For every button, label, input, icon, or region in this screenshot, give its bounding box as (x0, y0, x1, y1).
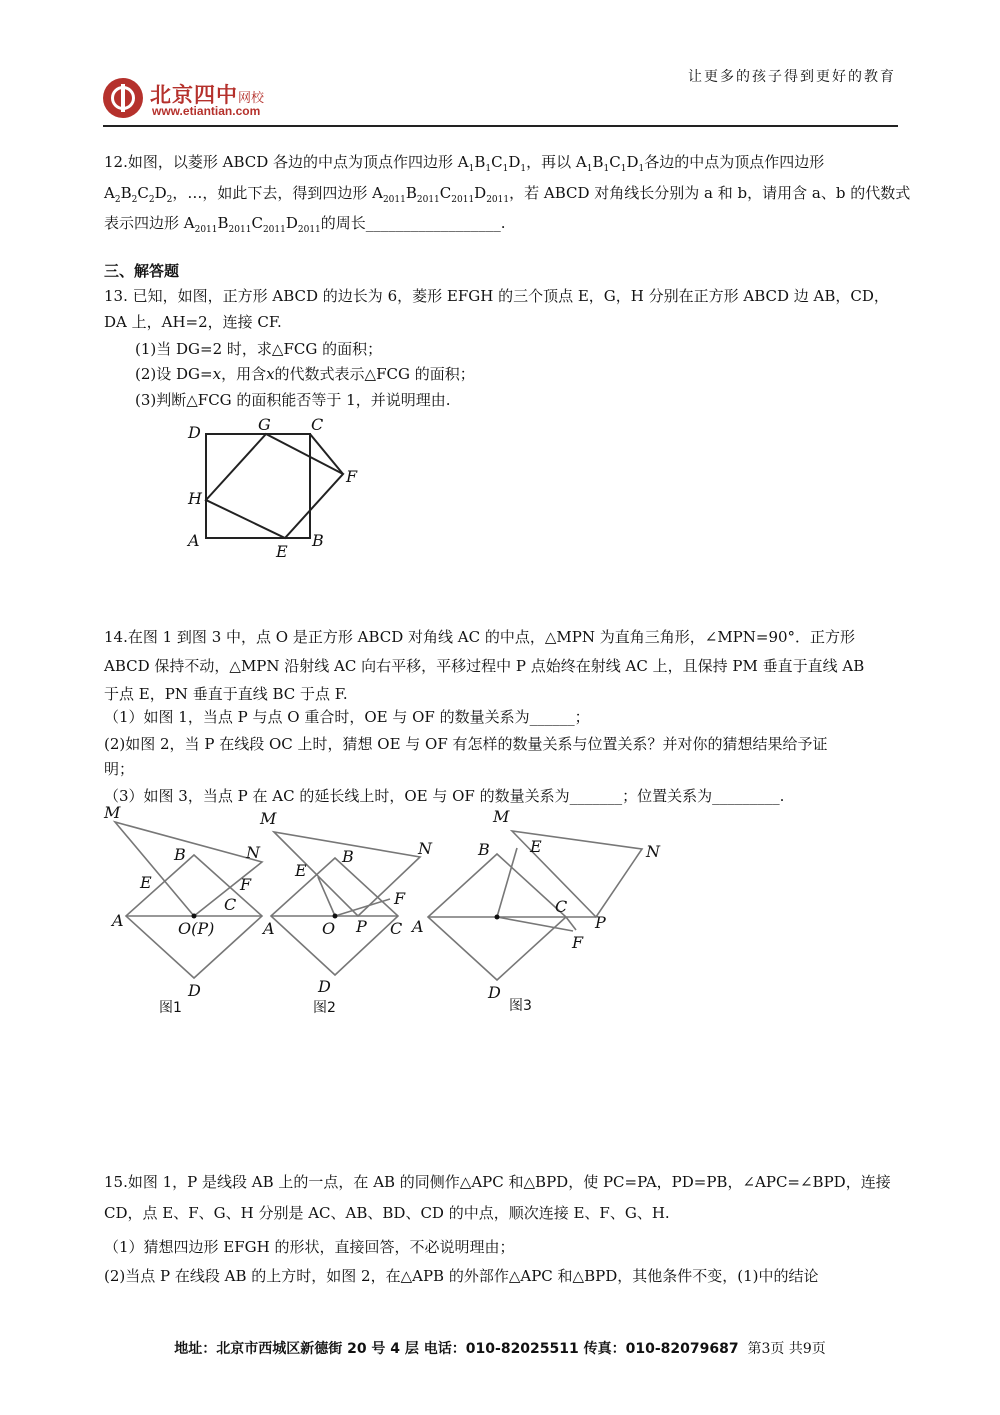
q14-part-2a: (2)如图 2，当 P 在线段 OC 上时，猜想 OE 与 OF 有怎样的数量关系与位置关系？并对你的猜想结果给予证 (104, 735, 828, 753)
q14-part-1: （1）如图 1，当点 P 与点 O 重合时，OE 与 OF 的数量关系为______； (104, 708, 590, 726)
fig2-label-e: E (295, 861, 307, 880)
q13-part-2: (2)设 DG=x，用含x的代数式表示△FCG 的面积； (135, 365, 475, 383)
label-g: G (258, 415, 271, 434)
fig2-label-c: C (390, 919, 403, 938)
fig2-label-f: F (394, 889, 406, 908)
q13-part-3: (3)判断△FCG 的面积能否等于 1，并说明理由. (135, 391, 451, 409)
logo-url: www.etiantian.com (152, 104, 261, 118)
fig1-label-n: N (246, 843, 260, 862)
q12-line-3: 表示四边形 $A_{2011}B_{2011}C_{2011}D_{2011}$的周长__________________. (104, 214, 506, 235)
fig3-point-o (495, 915, 500, 920)
fig2-label-a3: A (412, 917, 424, 936)
fig1-caption: 图1 (159, 1000, 182, 1016)
fig2-label-b: B (342, 847, 354, 866)
fig1-label-b: B (174, 845, 186, 864)
fig3-label-m: M (493, 807, 510, 826)
fig1-label-a2: A (263, 919, 275, 938)
fig3-ext (566, 917, 576, 930)
fig2-oe (318, 877, 335, 916)
q13-part-1: (1)当 DG=2 时，求△FCG 的面积； (135, 340, 383, 358)
fig2-label-m: M (260, 809, 277, 828)
fig2-label-o: O (322, 919, 336, 938)
q12-line-1: 12.如图，以菱形 ABCD 各边的中点为顶点作四边形 $A_1B_1C_1D_1$，再以 $A_1B_1C_1D_1$各边的中点为顶点作四边形 (104, 153, 825, 174)
q15-line-1: 15.如图 1，P 是线段 AB 上的一点，在 AB 的同侧作△APC 和△BPD，使 PC=PA，PD=PB，∠APC=∠BPD，连接 (104, 1173, 891, 1191)
fig3-label-f: F (572, 933, 584, 952)
label-d: D (188, 423, 201, 442)
footer: 地址：北京市西城区新德街 20 号 4 层 电话：010-82025511 传真：010-82079687 第3页 共9页 (174, 1341, 826, 1357)
fig1-label-f: F (240, 875, 252, 894)
label-c: C (311, 415, 324, 434)
fig1-label-e: E (140, 873, 152, 892)
fig2-label-p: P (356, 917, 367, 936)
fig2-point-o (333, 914, 338, 919)
q14-line-3: 于点 E，PN 垂直于直线 BC 于点 F. (104, 685, 348, 703)
q13-line-1: 13. 已知，如图，正方形 ABCD 的边长为 6，菱形 EFGH 的三个顶点 E，G，H 分别在正方形 ABCD 边 AB，CD， (104, 287, 889, 305)
fig2-label-d: D (318, 977, 331, 996)
label-f: F (346, 467, 358, 486)
fig1-point-o (192, 914, 197, 919)
q15-part-2: (2)当点 P 在线段 AB 的上方时，如图 2，在△APB 的外部作△APC 和△BPD，其他条件不变，(1)中的结论 (104, 1267, 819, 1285)
label-a: A (188, 531, 200, 550)
q14-part-2b: 明； (104, 760, 135, 778)
fig1-triangle (115, 822, 262, 916)
fig3-oe (497, 848, 517, 917)
fig1-label-d: D (188, 981, 201, 1000)
logo-name: 北京四中网校 (150, 82, 265, 107)
fig1-label-op: O(P) (178, 919, 215, 938)
fig2-caption: 图2 (313, 1000, 336, 1016)
label-e: E (276, 542, 288, 561)
fig1-label-a: A (112, 911, 124, 930)
fig3-of (497, 917, 573, 931)
q13-line-2: DA 上，AH=2，连接 CF. (104, 313, 282, 331)
fig3-caption: 图3 (509, 998, 532, 1014)
fig3-label-d: D (488, 983, 501, 1002)
fig3-label-c: C (555, 897, 568, 916)
q15-line-2: CD，点 E、F、G、H 分别是 AC、AB、BD、CD 的中点，顺次连接 E、F、G、H. (104, 1204, 670, 1222)
fig3-label-e: E (530, 837, 542, 856)
q14-line-1: 14.在图 1 到图 3 中，点 O 是正方形 ABCD 对角线 AC 的中点，△MPN 为直角三角形，∠MPN=90°．正方形 (104, 628, 856, 646)
q14-line-2: ABCD 保持不动，△MPN 沿射线 AC 向右平移，平移过程中 P 点始终在射线 AC 上，且保持 PM 垂直于直线 AB (104, 657, 865, 675)
section-heading: 三、解答题 (104, 262, 180, 280)
label-h: H (188, 489, 202, 508)
fig1-label-m: M (104, 803, 121, 822)
q15-part-1: （1）猜想四边形 EFGH 的形状，直接回答，不必说明理由； (104, 1238, 515, 1256)
q14-part-3: （3）如图 3，当点 P 在 AC 的延长线上时，OE 与 OF 的数量关系为_______；位置关系为_________. (104, 787, 785, 805)
fig1-label-c: C (224, 895, 237, 914)
slogan: 让更多的孩子得到更好的教育 (688, 69, 896, 85)
fig3-label-n: N (646, 842, 660, 861)
q12-line-2: $A_2B_2C_2D_2$，…，如此下去，得到四边形 $A_{2011}B_{2011}C_{2011}D_{2011}$，若 ABCD 对角线长分别为 a 和 b，请用含 a、b 的代数式 (104, 184, 911, 205)
fig2-label-n: N (418, 839, 432, 858)
fig3-label-p: P (595, 913, 606, 932)
label-b: B (312, 531, 324, 550)
fig3-label-b: B (478, 840, 490, 859)
